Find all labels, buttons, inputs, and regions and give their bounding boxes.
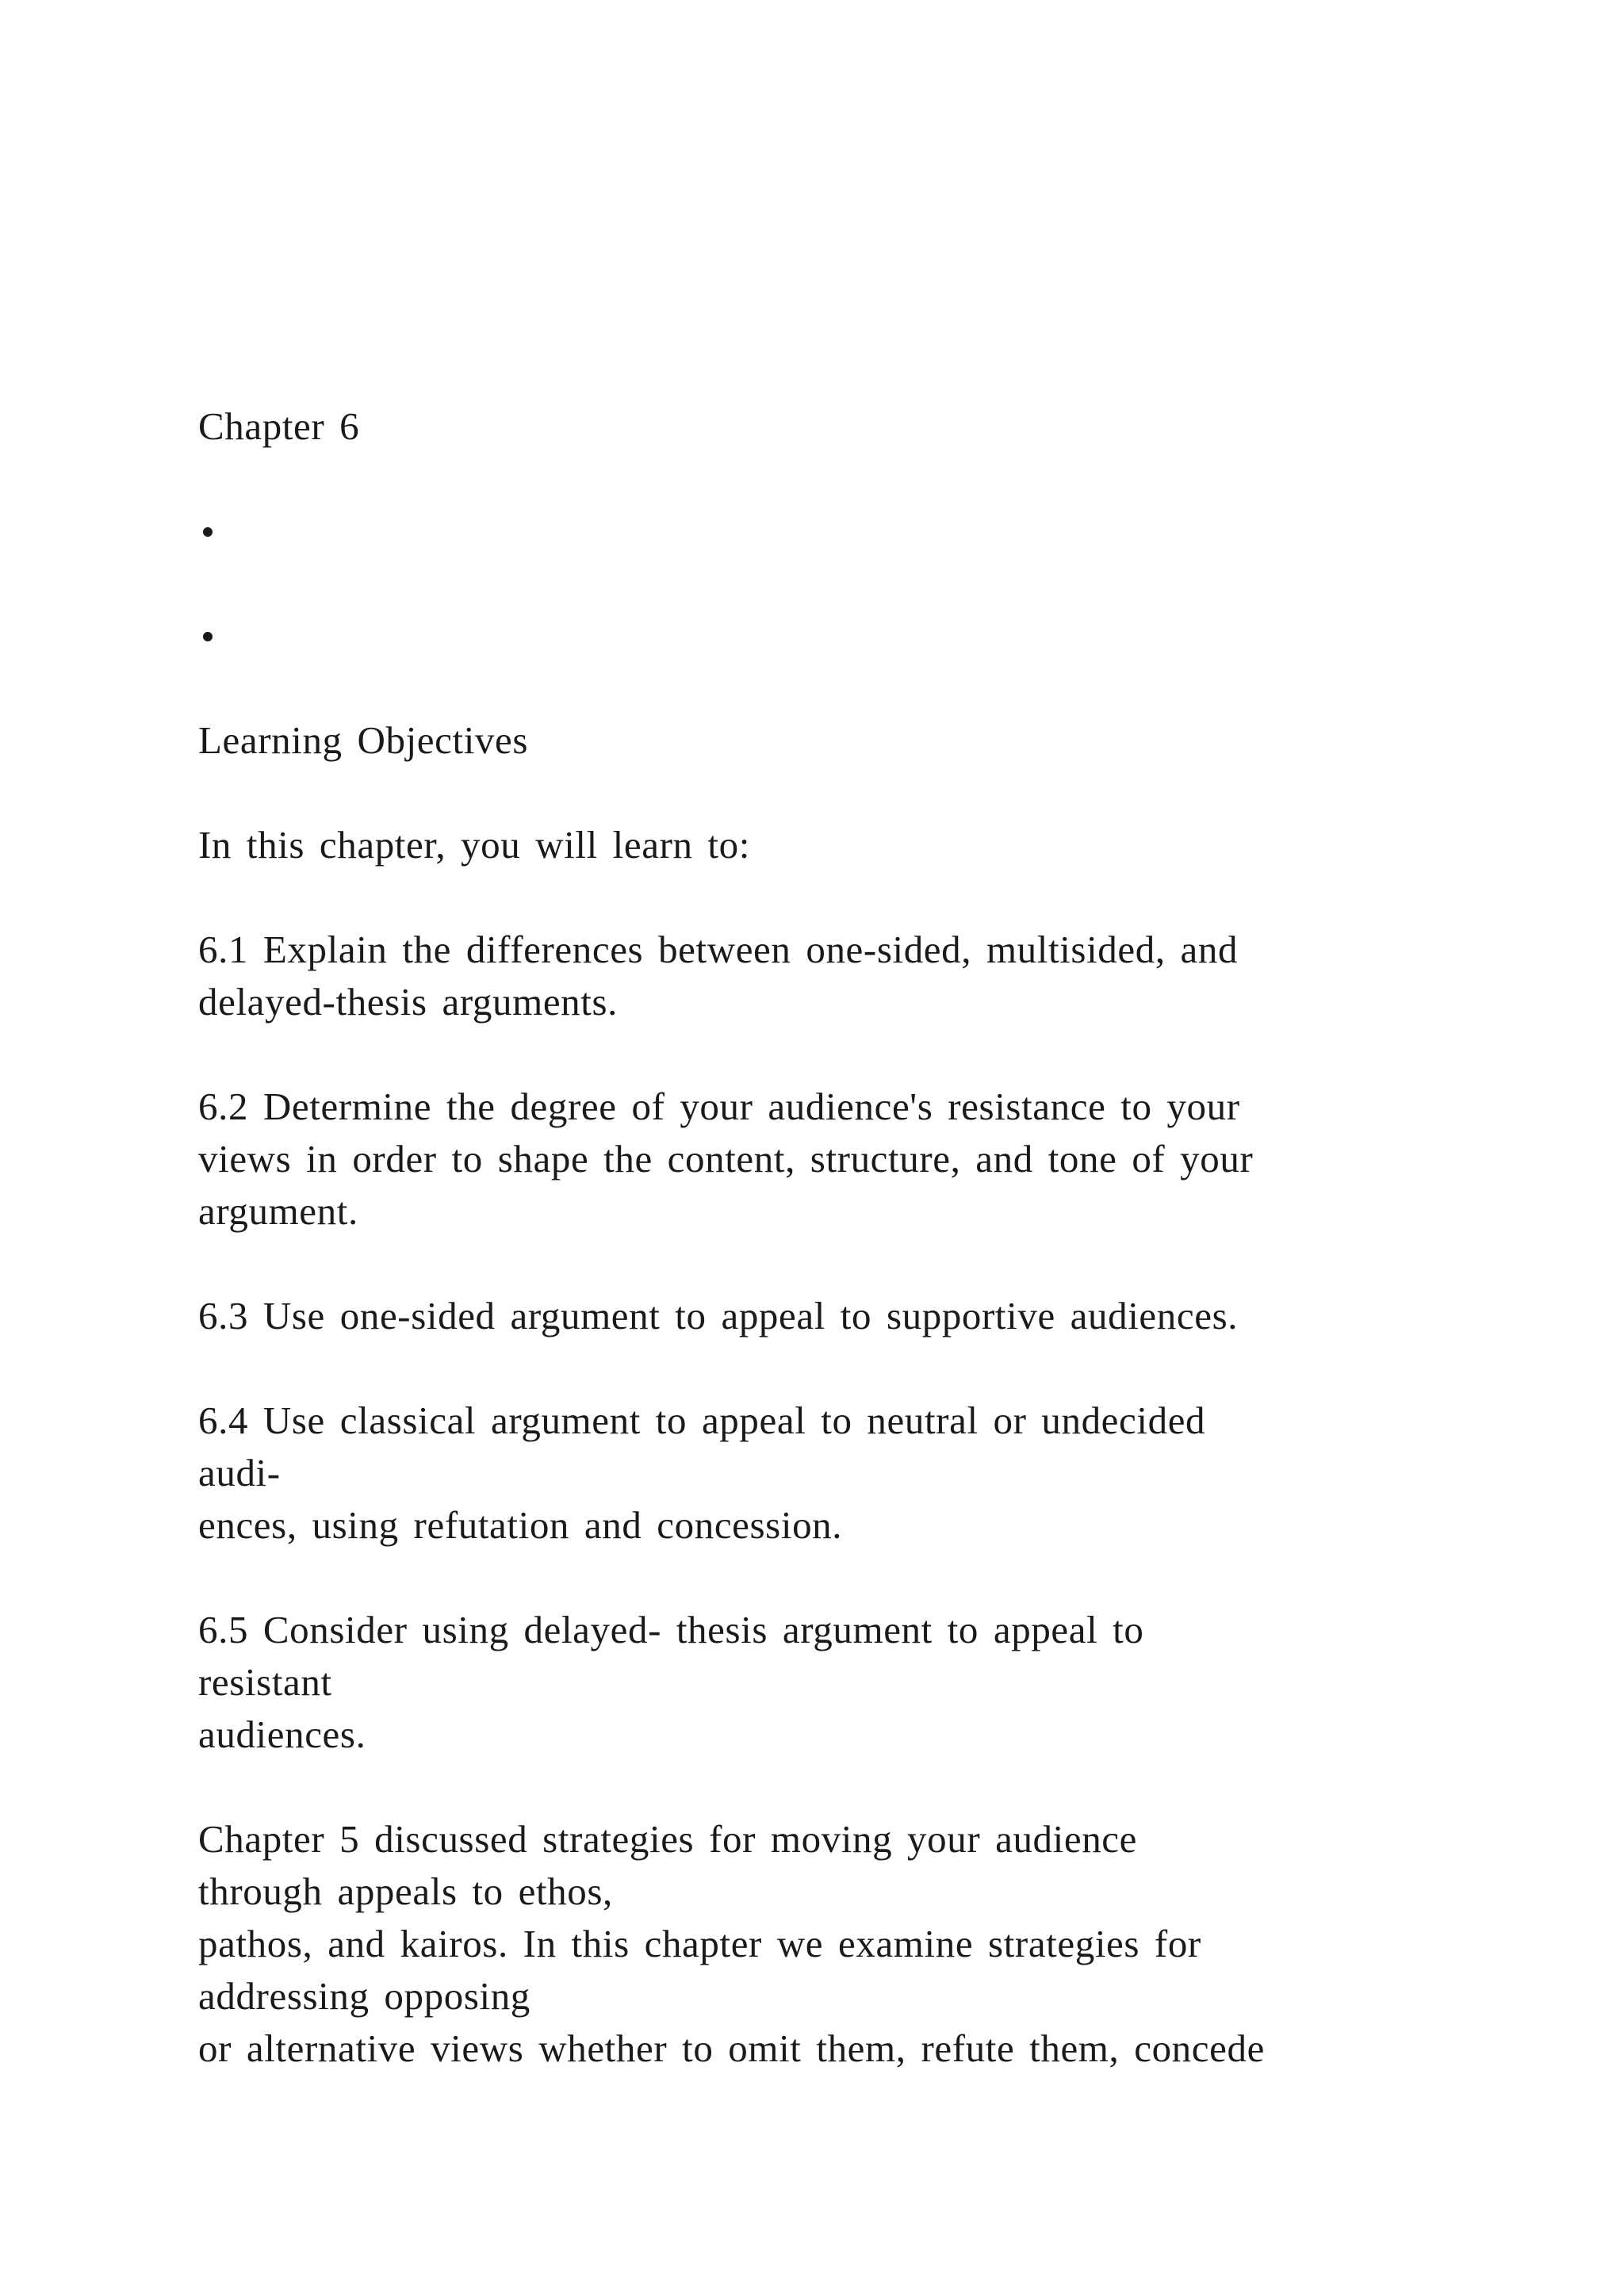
- objective-line: delayed-thesis arguments.: [198, 980, 619, 1024]
- objective-line: 6.4 Use classical argument to appeal to neutral or undecided: [198, 1399, 1206, 1442]
- chapter-title: Chapter 6: [198, 404, 360, 448]
- objective-line: 6.1 Explain the differences between one-sided, multisided, and: [198, 928, 1239, 971]
- objective-6-3: [198, 1290, 1435, 1342]
- paragraph-line: or alternative views whether to omit them, refute them, concede: [198, 2026, 1265, 2070]
- objective-line: ences, using refutation and concession.: [198, 1503, 843, 1547]
- bullet-point-empty: [198, 610, 1435, 662]
- spacer: [198, 557, 1435, 610]
- body-paragraph: [198, 1813, 1435, 2075]
- objective-line: audi-: [198, 1451, 281, 1494]
- objective-line: views in order to shape the content, structure, and tone of your: [198, 1137, 1254, 1181]
- spacer: [198, 871, 1435, 924]
- spacer: [198, 1238, 1435, 1290]
- objective-6-4: [198, 1395, 1435, 1552]
- spacer: [198, 662, 1435, 714]
- objective-6-1: [198, 924, 1435, 1028]
- objective-line: 6.3 Use one-sided argument to appeal to supportive audiences.: [198, 1294, 1239, 1337]
- paragraph-line: addressing opposing: [198, 1974, 530, 2018]
- intro-text: In this chapter, you will learn to:: [198, 823, 750, 867]
- objective-line: audiences.: [198, 1712, 366, 1756]
- spacer: [198, 1761, 1435, 1813]
- document-page: [198, 400, 1435, 2075]
- spacer: [198, 1342, 1435, 1395]
- spacer: [198, 1028, 1435, 1081]
- objective-line: resistant: [198, 1660, 332, 1704]
- paragraph-line: pathos, and kairos. In this chapter we examine strategies for: [198, 1922, 1201, 1965]
- objective-6-2: [198, 1081, 1435, 1238]
- bullet-point-empty: [198, 505, 1435, 557]
- bullet-icon: [203, 527, 213, 537]
- section-heading: Learning Objectives: [198, 718, 529, 762]
- objective-line: 6.2 Determine the degree of your audience's resistance to your: [198, 1085, 1240, 1128]
- objective-line: argument.: [198, 1189, 358, 1233]
- paragraph-line: through appeals to ethos,: [198, 1869, 613, 1913]
- spacer: [198, 453, 1435, 505]
- objective-6-5: [198, 1604, 1435, 1761]
- bullet-icon: [203, 632, 213, 641]
- spacer: [198, 767, 1435, 819]
- objective-line: 6.5 Consider using delayed- thesis argument to appeal to: [198, 1608, 1144, 1651]
- paragraph-line: Chapter 5 discussed strategies for moving your audience: [198, 1817, 1138, 1861]
- spacer: [198, 1552, 1435, 1604]
